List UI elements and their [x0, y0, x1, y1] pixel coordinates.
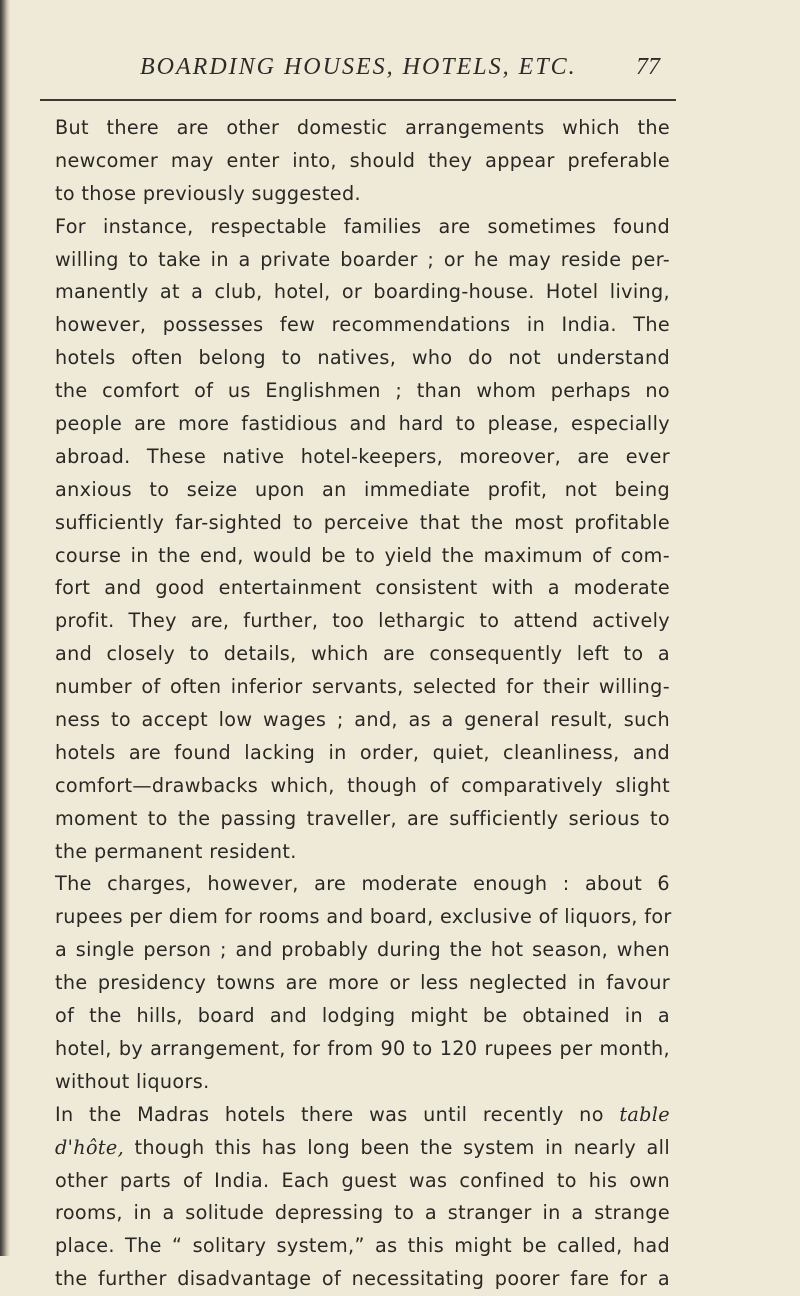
text-line: moment to the passing traveller, are sufficiently serious to — [55, 806, 670, 830]
text-line: hotels are found lacking in order, quiet, cleanliness, and — [55, 740, 670, 764]
text-line: without liquors. — [55, 1069, 210, 1093]
text-line: fort and good entertainment consistent with a moderate — [55, 576, 670, 600]
text-line: newcomer may enter into, should they appear preferable — [55, 148, 670, 172]
text-line: and closely to details, which are consequently left to a — [55, 642, 670, 666]
header-rule — [40, 99, 676, 101]
text-line: comfort—drawbacks which, though of comparatively slight — [55, 773, 670, 797]
text-line: course in the end, would be to yield the maximum of com- — [55, 543, 670, 567]
text-line: the permanent resident. — [55, 839, 297, 863]
text-line: ness to accept low wages ; and, as a general result, such — [55, 708, 670, 732]
text-line: For instance, respectable families are sometimes found — [55, 214, 670, 238]
text-line: anxious to seize upon an immediate profit, not being — [55, 477, 670, 501]
text-line — [55, 1099, 670, 1132]
text-fragment: though this has long been the system in nearly all — [124, 1135, 670, 1159]
text-line: profit. They are, further, too lethargic to attend actively — [55, 609, 670, 633]
text-line: rupees per diem for rooms and board, exclusive of liquors, for — [55, 905, 672, 929]
text-line — [55, 1132, 670, 1165]
text-line: people are more fastidious and hard to please, especially — [55, 412, 670, 436]
text-line: hotels often belong to natives, who do not understand — [55, 346, 670, 370]
text-line: other parts of India. Each guest was confined to his own — [55, 1168, 670, 1192]
running-title: BOARDING HOUSES, HOTELS, ETC. — [140, 54, 577, 80]
text-line: sufficiently far-sighted to perceive that the most profitable — [55, 510, 670, 534]
italic-term: d'hôte, — [55, 1135, 125, 1159]
page-binding-edge — [0, 0, 10, 1256]
text-line: The charges, however, are moderate enough : about 6 — [55, 872, 670, 896]
page-number: 77 — [636, 54, 660, 80]
text-line: a single person ; and probably during the hot season, when — [55, 938, 670, 962]
running-head — [0, 54, 800, 94]
italic-term: table — [619, 1102, 671, 1126]
text-line: the presidency towns are more or less neglected in favour — [55, 971, 670, 995]
body-text — [55, 112, 670, 1296]
text-fragment: In the Madras hotels there was until recently no — [55, 1102, 604, 1126]
text-line: to those previously suggested. — [55, 181, 361, 205]
text-line: number of often inferior servants, selected for their willing- — [55, 675, 670, 699]
text-line: the comfort of us Englishmen ; than whom perhaps no — [55, 379, 670, 403]
text-line: But there are other domestic arrangements which the — [55, 116, 670, 139]
text-line: hotel, by arrangement, for from 90 to 120 rupees per month, — [55, 1036, 670, 1060]
text-line: manently at a club, hotel, or boarding-house. Hotel living, — [55, 280, 670, 304]
text-line: of the hills, board and lodging might be obtained in a — [55, 1004, 670, 1028]
text-line: rooms, in a solitude depressing to a stranger in a strange — [55, 1201, 670, 1225]
text-line: abroad. These native hotel-keepers, moreover, are ever — [55, 444, 670, 468]
text-line: the further disadvantage of necessitating poorer fare for a — [55, 1267, 670, 1291]
text-line: willing to take in a private boarder ; or he may reside per- — [55, 247, 670, 271]
text-line: place. The “ solitary system,” as this might be called, had — [55, 1234, 670, 1258]
text-line: however, possesses few recommendations in India. The — [55, 313, 670, 337]
